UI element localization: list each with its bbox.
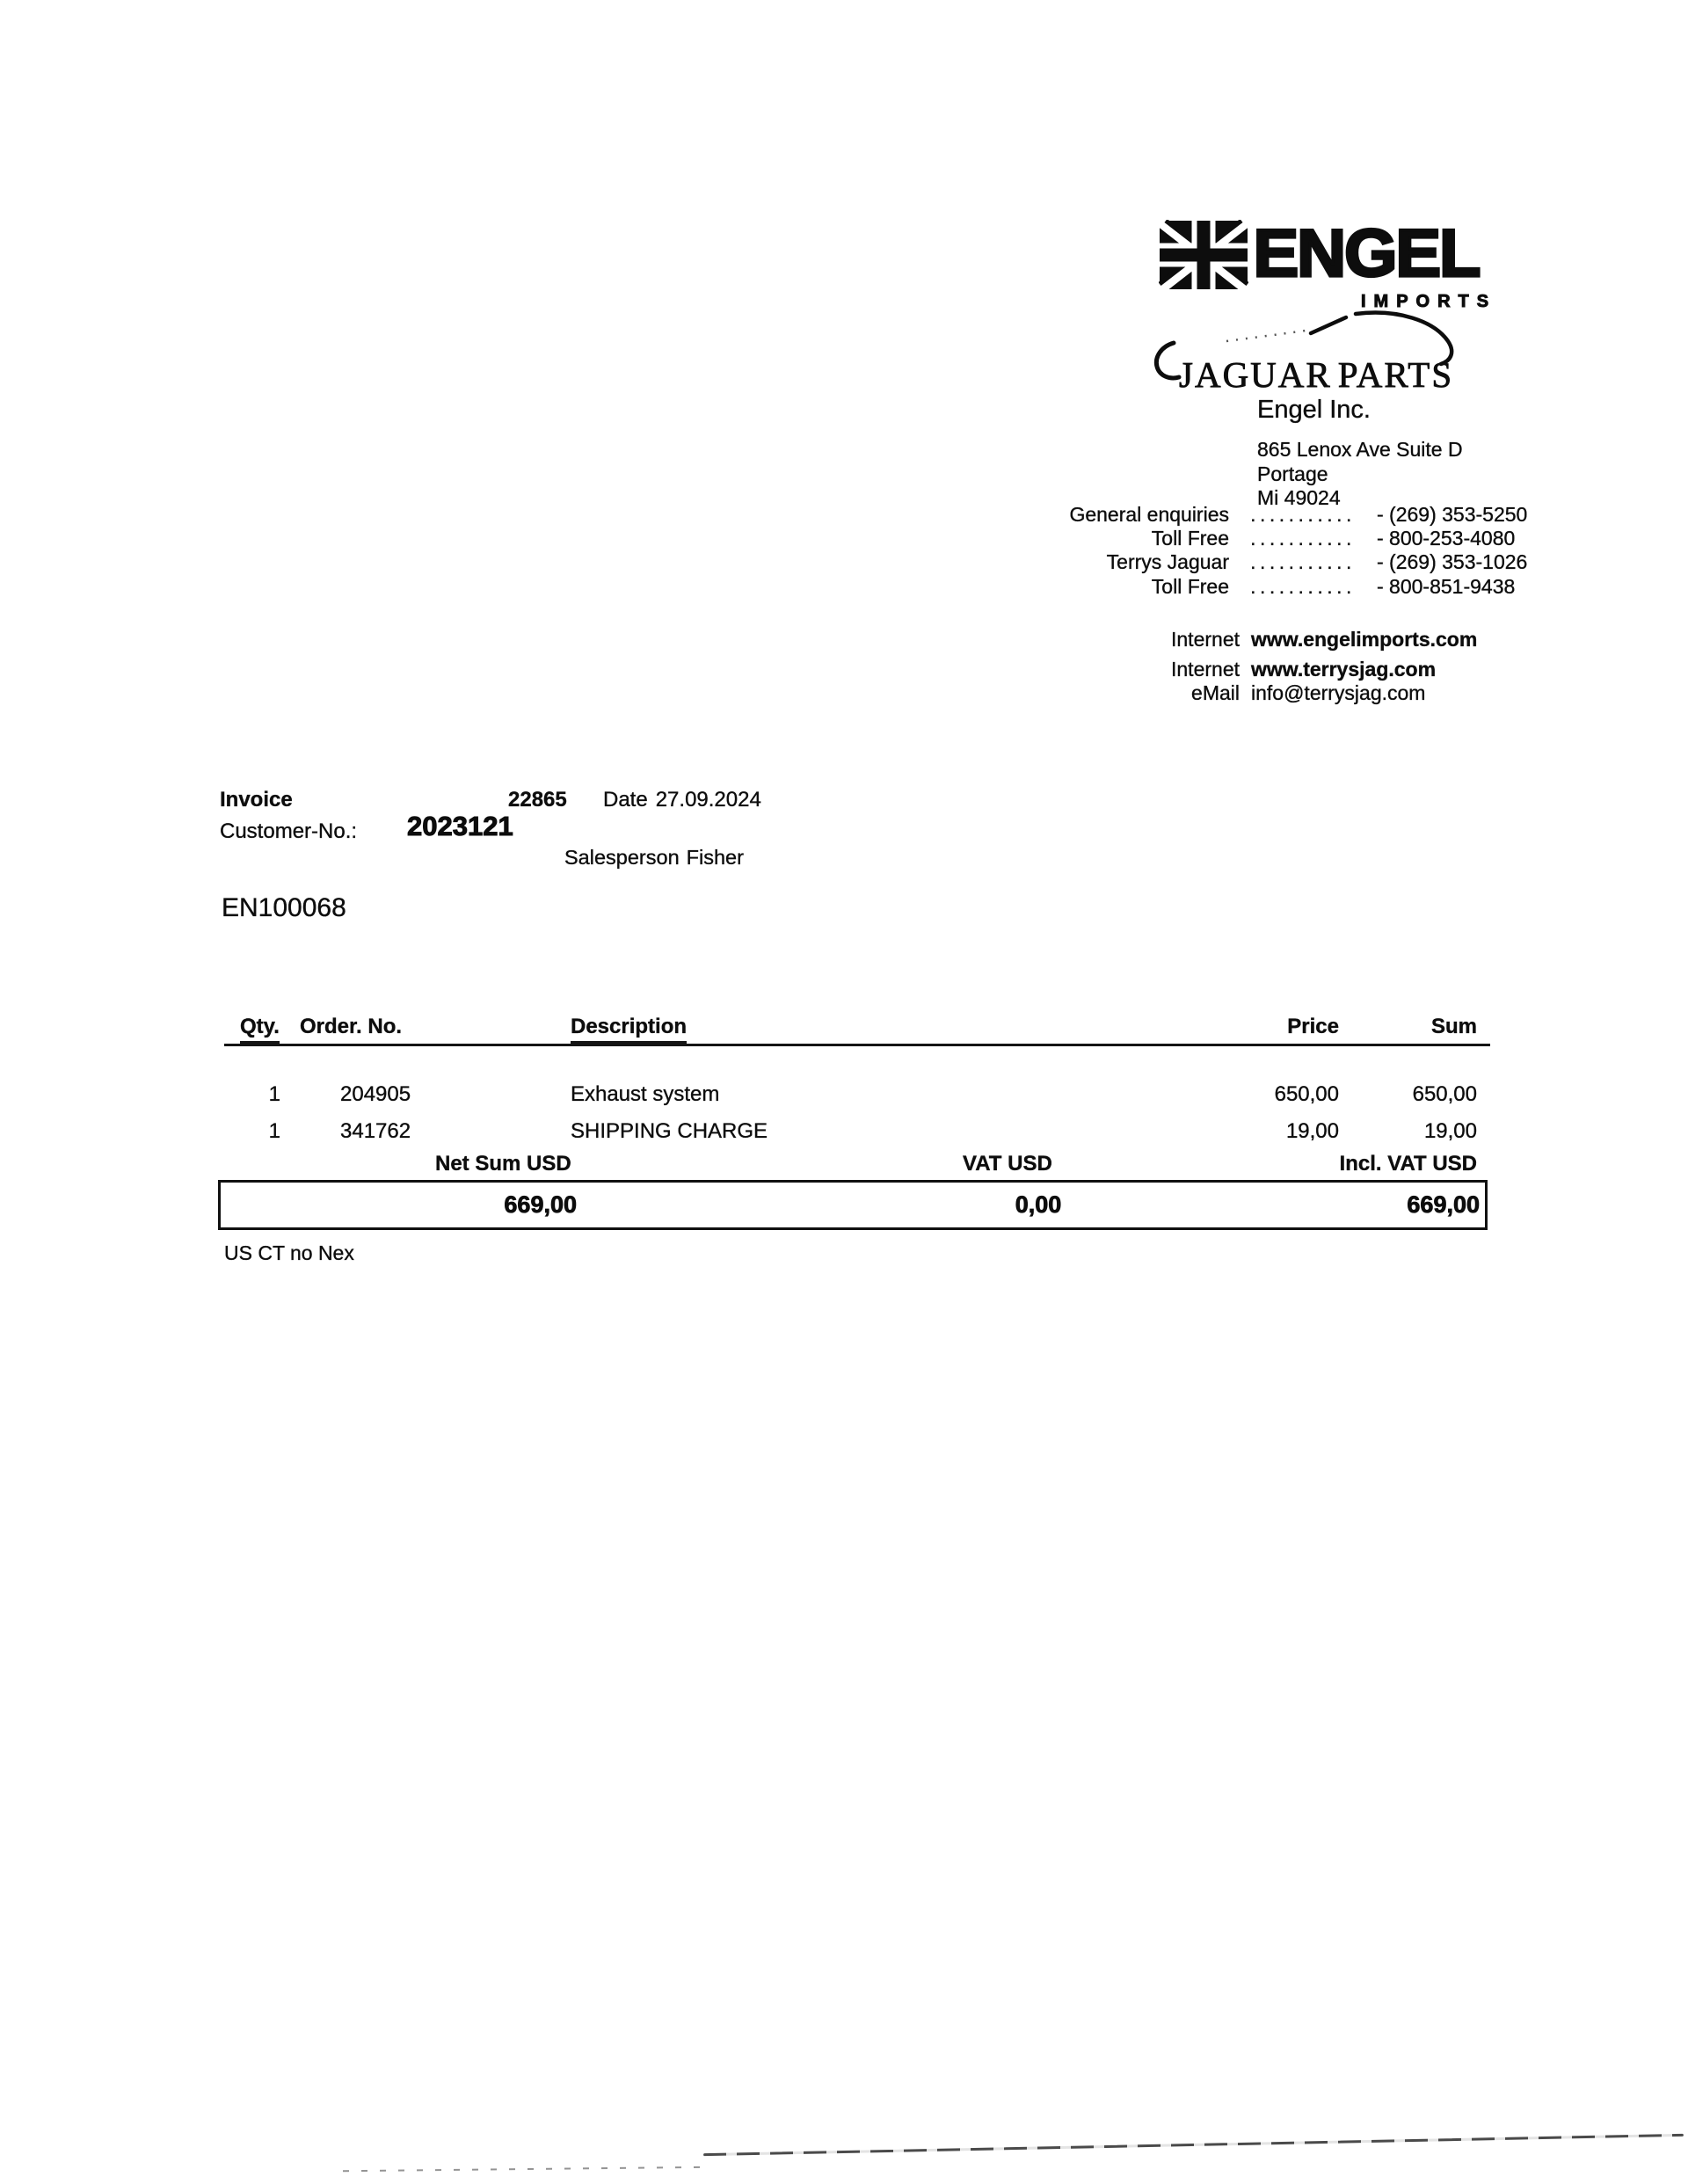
address-line: Mi 49024 — [1257, 486, 1341, 509]
jaguar-parts-wordmark — [1179, 353, 1453, 396]
phone-label: Terrys Jaguar — [1106, 550, 1229, 574]
phone-row-toll-free-1 — [1009, 527, 1549, 550]
col-header-qty: Qty. — [224, 1015, 295, 1039]
cell-order-no: 341762 — [340, 1119, 411, 1143]
incl-vat-label: Incl. VAT USD — [1339, 1152, 1477, 1176]
contact-label: Internet — [1171, 628, 1240, 651]
phone-label: General enquiries — [1069, 503, 1229, 526]
parts-word: PARTS — [1337, 354, 1454, 395]
dotted-leader: ........... — [1250, 527, 1356, 550]
dotted-leader: ........... — [1250, 503, 1356, 526]
table-body — [224, 1076, 1490, 1150]
cell-qty: 1 — [268, 1119, 280, 1143]
cell-sum: 650,00 — [1412, 1082, 1477, 1106]
brand-wordmark: ENGEL — [1253, 216, 1480, 291]
date-label: Date — [603, 788, 648, 812]
table-row — [224, 1113, 1490, 1150]
customer-no-label: Customer-No.: — [220, 819, 358, 843]
cell-description: Exhaust system — [571, 1082, 720, 1106]
cell-price: 19,00 — [1285, 1119, 1339, 1143]
totals-box — [218, 1180, 1488, 1230]
invoice-number: 22865 — [508, 788, 567, 812]
contact-label: eMail — [1191, 681, 1240, 704]
phone-row-terrys-jaguar — [1009, 550, 1549, 574]
contact-row-email — [1101, 681, 1505, 705]
phone-row-toll-free-2 — [1009, 575, 1549, 599]
customer-no-value: 2023121 — [407, 811, 513, 841]
cell-description: SHIPPING CHARGE — [571, 1119, 768, 1143]
date-value: 27.09.2024 — [655, 788, 761, 812]
address-line: 865 Lenox Ave Suite D — [1257, 438, 1463, 461]
vat-label: VAT USD — [963, 1152, 1052, 1176]
incl-vat-value: 669,00 — [1407, 1191, 1480, 1218]
col-header-price: Price — [1287, 1015, 1339, 1038]
contact-row-internet-2 — [1101, 658, 1505, 681]
phone-number: - (269) 353-5250 — [1377, 503, 1528, 526]
col-header-sum: Sum — [1430, 1015, 1477, 1038]
contact-label: Internet — [1171, 658, 1240, 681]
table-header-row — [224, 1015, 1490, 1046]
cell-sum: 19,00 — [1423, 1119, 1477, 1143]
invoice-date — [603, 788, 761, 812]
table-row — [224, 1076, 1490, 1113]
phone-number: - 800-253-4080 — [1377, 527, 1516, 550]
vat-value: 0,00 — [1015, 1191, 1062, 1218]
union-jack-flag-icon — [1159, 220, 1248, 290]
dotted-leader: ........... — [1250, 550, 1356, 574]
net-sum-label: Net Sum USD — [435, 1152, 571, 1176]
dotted-leader: ........... — [1250, 574, 1356, 598]
line-items-table — [224, 1015, 1490, 1265]
invoice-label: Invoice — [220, 788, 293, 812]
col-header-description: Description — [554, 1015, 1181, 1039]
jaguar-word: JAGUAR — [1179, 354, 1332, 395]
net-sum-value: 669,00 — [504, 1191, 577, 1218]
email-link[interactable]: info@terrysjag.com — [1251, 681, 1426, 704]
tax-note: US CT no Nex — [224, 1241, 354, 1264]
phone-label: Toll Free — [1151, 574, 1229, 598]
jaguar-parts-logo — [1139, 308, 1468, 396]
cell-order-no: 204905 — [340, 1082, 411, 1106]
contact-row-internet-1 — [1101, 628, 1505, 652]
address-line: Portage — [1257, 462, 1328, 485]
phone-number: - (269) 353-1026 — [1377, 550, 1528, 574]
company-address — [1257, 438, 1463, 511]
reference-number: EN100068 — [222, 893, 346, 922]
col-header-order-no: Order. No. — [300, 1015, 403, 1038]
phone-list — [1009, 503, 1549, 599]
phone-label: Toll Free — [1151, 527, 1229, 550]
cell-qty: 1 — [268, 1082, 280, 1106]
online-contacts — [1101, 628, 1505, 705]
brand-imports-label: IMPORTS — [1361, 292, 1497, 311]
salesperson-label: Salesperson — [564, 846, 680, 869]
scan-artifact-specks — [343, 2166, 712, 2172]
phone-row-general-enquiries — [1009, 503, 1549, 527]
salesperson-line — [564, 846, 744, 870]
salesperson-name: Fisher — [686, 846, 744, 869]
scan-artifact-line — [703, 2134, 1684, 2156]
website-link[interactable]: www.terrysjag.com — [1251, 658, 1437, 681]
company-name: Engel Inc. — [1257, 396, 1371, 424]
totals-labels-row — [224, 1152, 1490, 1176]
cell-price: 650,00 — [1274, 1082, 1339, 1106]
website-link[interactable]: www.engelimports.com — [1251, 628, 1478, 651]
phone-number: - 800-851-9438 — [1377, 574, 1516, 598]
engel-imports-logo — [1159, 216, 1480, 291]
